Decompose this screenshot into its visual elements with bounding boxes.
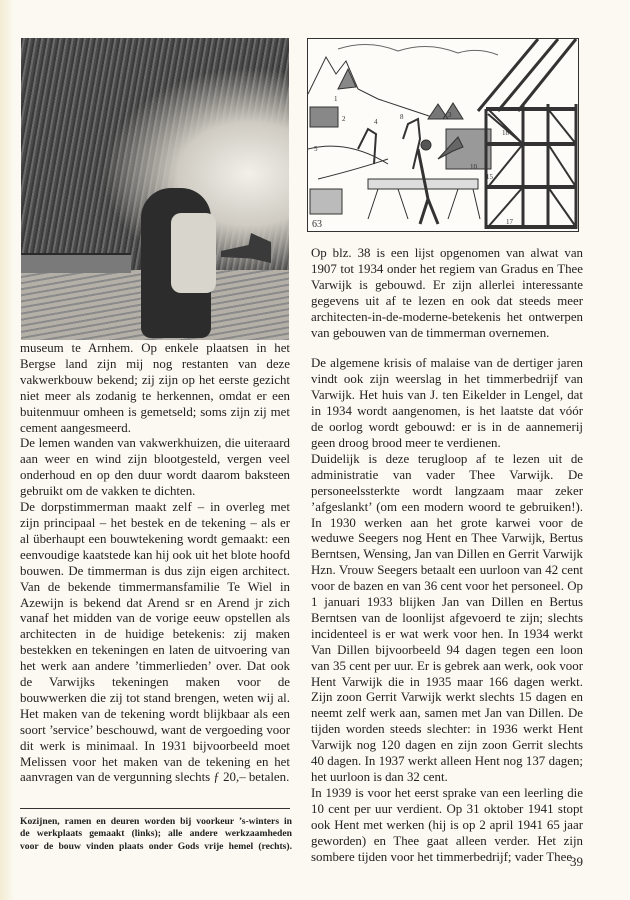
left-text-column: [20, 341, 290, 786]
paragraph: De algemene krisis of malaise van de dertiger jaren vindt ook zijn weerslag in het timmerbedrijf van Varwijk. Het huis van J. ten Eikelder in Lengel, dat in 1934 wordt aangenomen, is het laatste dat vóór de oorlog wordt gebouwd: er is in de aannemerij geen droog brood meer te verdienen.: [311, 356, 583, 450]
paragraph: De lemen wanden van vakwerkhuizen, die uiteraard aan weer en wind zijn blootgesteld, vergen veel onderhoud en op den duur wordt daarom baksteen gebruikt om de vakken te dichten.: [20, 436, 290, 499]
svg-text:17: 17: [506, 218, 513, 226]
page-edge: [0, 0, 14, 900]
right-text-column: [311, 246, 583, 865]
caption-line: voor de bouw vinden plaats onder Gods vrije hemel (rechts).: [20, 840, 292, 852]
caption-divider: [20, 808, 290, 809]
paragraph: Op blz. 38 is een lijst opgenomen van alwat van 1907 tot 1934 onder het regiem van Gradus en Thee Varwijk is gebouwd. Er zijn allerlei interessante gegevens uit af te lezen en ook dat steeds meer architecten-in-de-moderne-betekenis het ontwerpen van gebouwen van de timmerman overnemen.: [311, 246, 583, 340]
page-number: 39: [570, 854, 583, 869]
caption-line: de werkplaats gemaakt (links); alle andere werkzaamheden: [20, 828, 292, 840]
svg-text:5: 5: [314, 145, 318, 153]
svg-text:3: 3: [448, 111, 452, 119]
svg-text:2: 2: [342, 115, 346, 123]
paragraph: Duidelijk is deze terugloop af te lezen uit de administratie van vader Thee Varwijk. De personeelssterkte wordt langzaam maar zeker ’afgeslankt’ (om een modern woord te gebruiken!). In 1930 werken aan het grote karwei voor de weduwe Seegers nog Hent en Thee Varwijk, Bertus Berntsen, Wensing, Jan van Dillen en Gerrit Varwijk Hzn. Vrouw Seegers betaalt een uurloon van 42 cent voor de bazen en van 36 cent voor het personeel. Op 1 januari 1933 blijken Jan van Dillen en Bertus Berntsen van de loonlijst afgevoerd te zijn; slechts incidenteel is er wat werk voor hen. In 1934 werkt Van Dillen bijvoorbeeld 94 dagen tegen een loon van 35 cent per uur. Er is gebrek aan werk, ook voor Hent Varwijk die in 1935 maar 166 dagen werkt. Zijn zoon Gerrit Varwijk werkt slechts 15 dagen en neemt zelf werk aan, samen met Jan van Dillen. De tijden worden steeds slechter: in 1936 werkt Hent Varwijk nog 120 dagen en zijn zoon Gerrit slechts 40 dagen. In 1937 werkt alleen Hent nog 137 dagen; het uurloon is dan 32 cent.: [311, 451, 583, 784]
figure-caption: [20, 816, 292, 853]
paragraph: museum te Arnhem. Op enkele plaatsen in het Bergse land zijn mij nog restanten van deze vakwerkbouw bekend; zij zijn op het eerste gezicht niet meer als zodanig te herkennen, omdat er een buitenmuur omheen is gemetseld; soms zijn zij met cement aangesmeerd.: [20, 341, 290, 435]
svg-text:10: 10: [470, 163, 477, 171]
outdoor-woodcut-image: [307, 38, 579, 232]
paragraph: In 1939 is voor het eerst sprake van een leerling die 10 cent per uur verdient. Op 31 oktober 1941 stopt ook Hent met werken (hij is op 2 april 1941 65 jaar geworden) en Thee gaat alleen verder. Het zijn sombere tijden voor het timmerbedrijf; vader Thee: [311, 785, 583, 864]
caption-line: Kozijnen, ramen en deuren worden bij voorkeur ’s-winters in: [20, 816, 292, 827]
woodcut-drawing: [308, 39, 578, 231]
paragraph-gap: [311, 341, 583, 356]
carpenter-apron: [171, 213, 216, 293]
axe-icon: [221, 233, 271, 263]
svg-text:18: 18: [502, 129, 509, 137]
svg-text:63: 63: [312, 219, 322, 230]
svg-text:8: 8: [400, 113, 404, 121]
svg-text:4: 4: [374, 118, 378, 126]
svg-text:1: 1: [334, 95, 338, 103]
workbench: [21, 253, 131, 273]
svg-text:15: 15: [486, 173, 493, 181]
workshop-engraving-image: [21, 38, 289, 340]
paragraph: De dorpstimmerman maakt zelf – in overleg met zijn principaal – het bestek en de tekening – als er al überhaupt een bouwtekening wordt gemaakt: een eenvoudige kaatstede kan hij ook uit het blote hoofd bouwen. De timmerman is dus zijn eigen architect. Van de bekende timmermansfamilie Te Wiel in Azewijn is bekend dat Arend sr en Arend jr zich vanaf het midden van de vorige eeuw opstellen als architecten in de huidige betekenis: zij maken bestekken en tekeningen en laten de uitvoering van het werk aan andere ’timmerlieden’ over. Dat ook de Varwijks tekeningen maken voor de bouwwerken die zij tot stand brengen, weten wij al. Het maken van de tekening wordt blijkbaar als een soort ’service’ beschouwd, want de vergoeding voor dit werk is minimaal. In 1931 bijvoorbeeld moet Melissen voor het maken van de tekening en het aanvragen van de vergunning slechts ƒ 20,– betalen.: [20, 500, 290, 785]
